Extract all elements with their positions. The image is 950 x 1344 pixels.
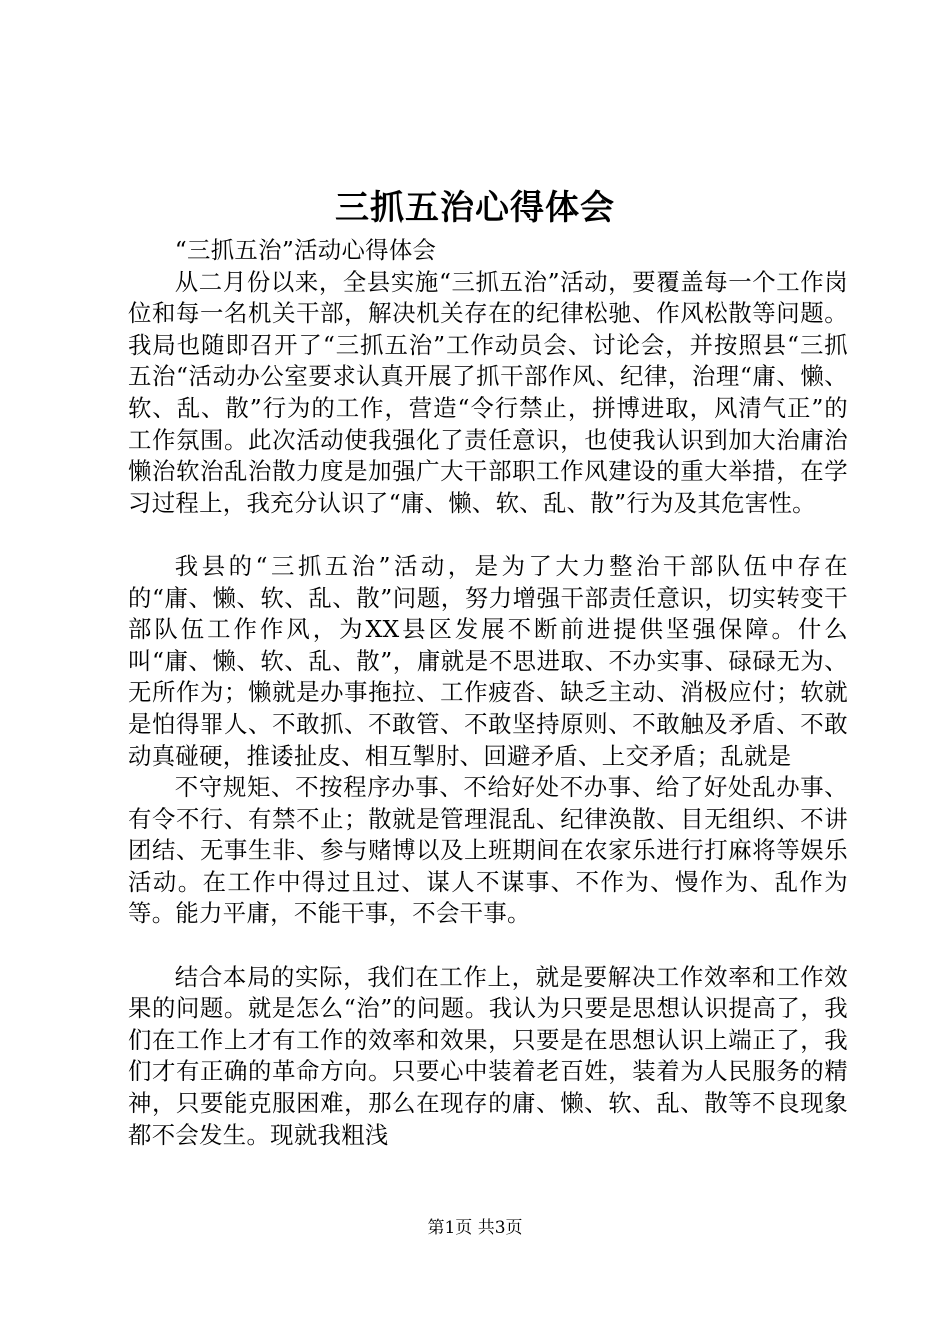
document-title: 三抓五治心得体会: [335, 188, 615, 228]
document-body: [128, 235, 848, 1151]
body-paragraph: 不守规矩、不按程序办事、不给好处不办事、给了好处乱办事、有令不行、有禁不止；散就是管理混乱、纪律涣散、目无组织、不讲团结、无事生非、参与赌博以及上班期间在农家乐进行打麻将等娱乐活动。在工作中得过且过、谋人不谋事、不作为、慢作为、乱作为等。能力平庸，不能干事，不会干事。: [128, 773, 848, 928]
subtitle-paragraph: “三抓五治”活动心得体会: [174, 236, 437, 264]
page-number-footer: 第1页 共3页: [427, 1218, 523, 1238]
body-paragraph: 结合本局的实际，我们在工作上，就是要解决工作效率和工作效果的问题。就是怎么“治”的问题。我认为只要是思想认识提高了，我们在工作上才有工作的效率和效果，只要是在思想认识上端正了，我们才有正确的革命方向。只要心中装着老百姓，装着为人民服务的精神，只要能克服困难，那么在现存的庸、懒、软、乱、散等不良现象都不会发生。现就我粗浅: [128, 962, 848, 1149]
body-paragraph: 从二月份以来，全县实施“三抓五治”活动，要覆盖每一个工作岗位和每一名机关干部，解决机关存在的纪律松驰、作风松散等问题。我局也随即召开了“三抓五治”工作动员会、讨论会，并按照县“三抓五治“活动办公室要求认真开展了抓干部作风、纪律，治理“庸、懒、软、乱、散”行为的工作，营造“令行禁止，拼博进取，风清气正”的工作氛围。此次活动使我强化了责任意识，也使我认识到加大治庸治懒治软治乱治散力度是加强广大干部职工作风建设的重大举措，在学习过程上，我充分认识了“庸、懒、软、乱、散”行为及其危害性。: [128, 267, 848, 517]
body-paragraph: 我县的“三抓五治”活动，是为了大力整治干部队伍中存在的“庸、懒、软、乱、散”问题，努力增强干部责任意识，切实转变干部队伍工作作风，为XX县区发展不断前进提供坚强保障。什么叫“庸、懒、软、乱、散”，庸就是不思进取、不办实事、碌碌无为、无所作为；懒就是办事拖拉、工作疲沓、缺乏主动、消极应付；软就是怕得罪人、不敢抓、不敢管、不敢坚持原则、不敢触及矛盾、不敢动真碰硬，推诿扯皮、相互掣肘、回避矛盾、上交矛盾；乱就是: [128, 551, 848, 770]
